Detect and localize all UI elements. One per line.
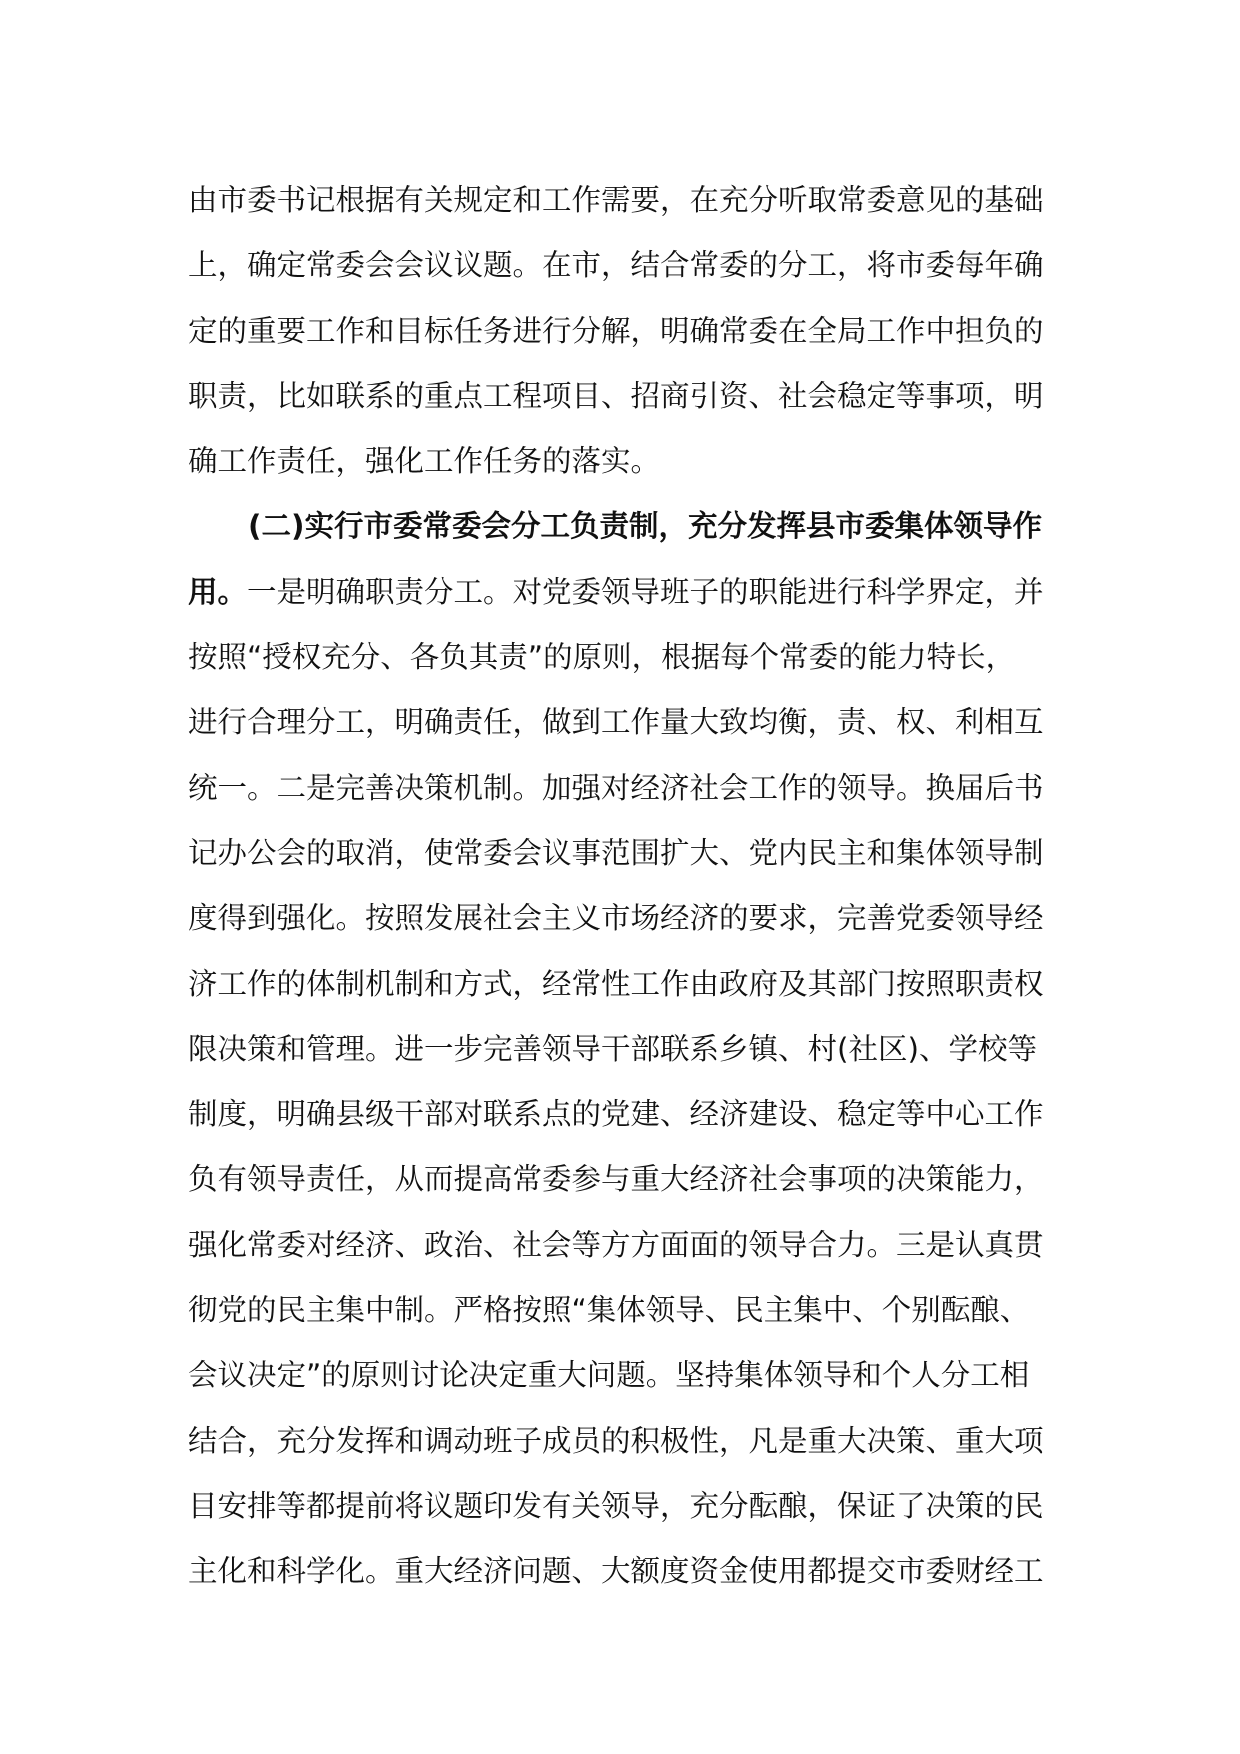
- paragraph-2-line-4: 进行合理分工，明确责任，做到工作量大致均衡，责、权、利相互: [188, 705, 1044, 740]
- paragraph-2-line-16: 目安排等都提前将议题印发有关领导，充分酝酿，保证了决策的民: [188, 1488, 1044, 1523]
- paragraph-2-line-12: 强化常委对经济、政治、社会等方方面面的领导合力。三是认真贯: [188, 1227, 1044, 1262]
- paragraph-2-line-17: 主化和科学化。重大经济问题、大额度资金使用都提交市委财经工: [188, 1554, 1044, 1589]
- paragraph-2-line-15: 结合，充分发挥和调动班子成员的积极性，凡是重大决策、重大项: [188, 1423, 1044, 1458]
- paragraph-2-line-8: 济工作的体制机制和方式，经常性工作由政府及其部门按照职责权: [188, 966, 1044, 1001]
- paragraph-2-line-7: 度得到强化。按照发展社会主义市场经济的要求，完善党委领导经: [188, 901, 1044, 936]
- paragraph-2-line-2: [188, 560, 1058, 625]
- paragraph-2-line-14: 会议决定”的原则讨论决定重大问题。坚持集体领导和个人分工相: [188, 1358, 1030, 1393]
- section-heading-line-2-bold: 用。: [188, 574, 248, 609]
- body-text: [188, 168, 1058, 1605]
- paragraph-2-line-10: 制度，明确县级干部对联系点的党建、经济建设、稳定等中心工作: [188, 1097, 1044, 1132]
- paragraph-1-line-4: 职责，比如联系的重点工程项目、招商引资、社会稳定等事项，明: [188, 378, 1044, 413]
- paragraph-2-line-13: 彻党的民主集中制。严格按照“集体领导、民主集中、个别酝酿、: [188, 1293, 1030, 1328]
- paragraph-2-line-11: 负有领导责任，从而提高常委参与重大经济社会事项的决策能力，: [188, 1162, 1044, 1197]
- paragraph-2-line-5: 统一。二是完善决策机制。加强对经济社会工作的领导。换届后书: [188, 770, 1044, 805]
- paragraph-2-line-2-rest: 一是明确职责分工。对党委领导班子的职能进行科学界定，并: [247, 574, 1044, 609]
- paragraph-1-line-2: 上，确定常委会会议议题。在市，结合常委的分工，将市委每年确: [188, 248, 1044, 283]
- paragraph-2-line-3: 按照“授权充分、各负其责”的原则，根据每个常委的能力特长，: [188, 640, 1016, 675]
- paragraph-2-line-9: 限决策和管理。进一步完善领导干部联系乡镇、村(社区)、学校等: [188, 1031, 1038, 1066]
- paragraph-1-line-5: 确工作责任，强化工作任务的落实。: [188, 444, 661, 479]
- section-heading-line-1: (二)实行市委常委会分工负责制，充分发挥县市委集体领导作: [248, 509, 1042, 544]
- paragraph-1-line-1: 由市委书记根据有关规定和工作需要，在充分听取常委意见的基础: [188, 183, 1044, 217]
- paragraph-2-line-6: 记办公会的取消，使常委会议事范围扩大、党内民主和集体领导制: [188, 835, 1044, 870]
- paragraph-1-line-3: 定的重要工作和目标任务进行分解，明确常委在全局工作中担负的: [188, 313, 1044, 348]
